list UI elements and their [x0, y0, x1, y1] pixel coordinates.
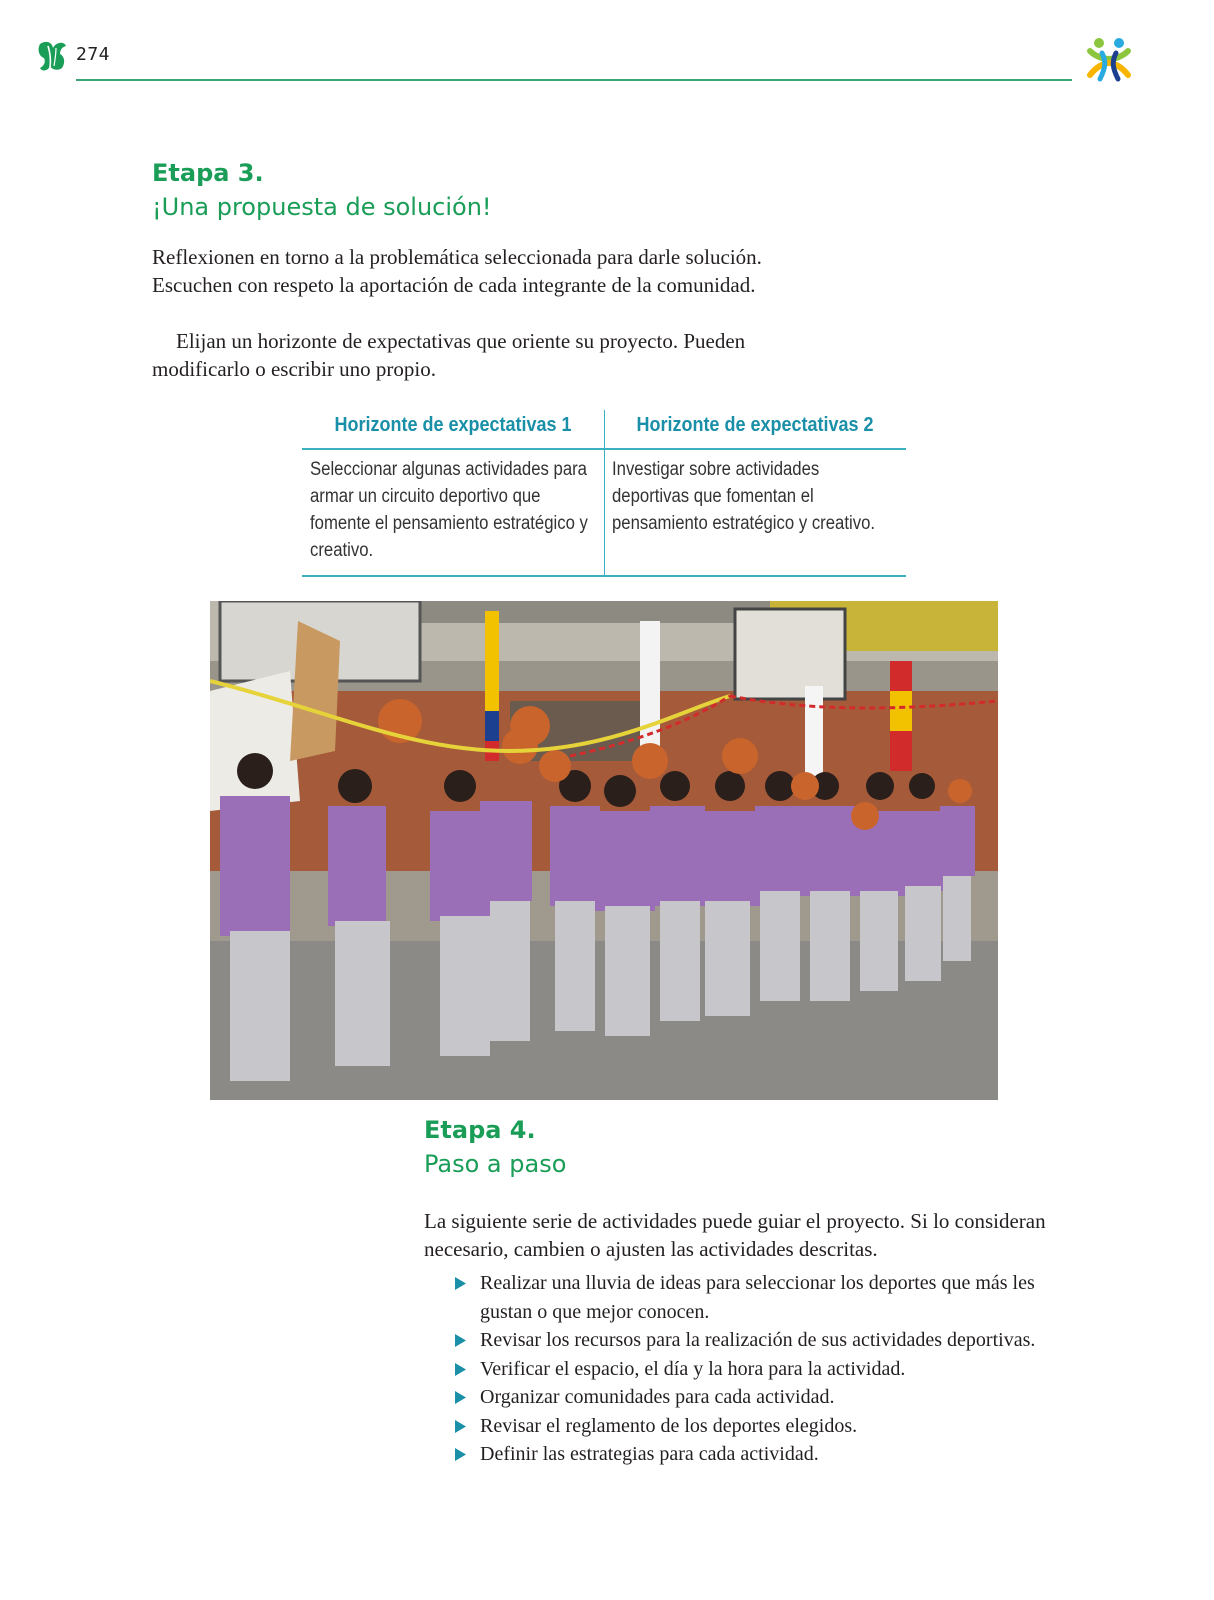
- stage3-paragraph1: Reflexionen en torno a la problemática seleccionada para darle solución. Escuchen con respeto la aportación de cada integrante de la comunidad.: [152, 245, 762, 297]
- header-divider: [76, 79, 1072, 81]
- colored-figures-logo-icon: [1082, 33, 1136, 85]
- list-item: [452, 1269, 1062, 1326]
- activity-text: Revisar el reglamento de los deportes elegidos.: [480, 1414, 858, 1437]
- table-column-divider: [604, 410, 605, 576]
- photo-illustration: [210, 601, 998, 1100]
- list-item: [452, 1412, 1062, 1441]
- page-header: [0, 0, 1214, 100]
- expectations-table: [302, 410, 906, 576]
- students-basketball-photo: [210, 601, 998, 1100]
- stage3-title: Etapa 3.: [152, 159, 264, 187]
- activity-text: Revisar los recursos para la realización de sus actividades deportivas.: [480, 1329, 1036, 1351]
- activity-text: Verificar el espacio, el día y la hora para la actividad.: [480, 1357, 906, 1380]
- stage4-heading: [424, 1113, 566, 1181]
- stage4-intro: La siguiente serie de actividades puede guiar el proyecto. Si lo consideran necesario, cambien o ajusten las actividades descritas.: [424, 1209, 1046, 1261]
- green-leaf-icon: [36, 38, 68, 74]
- expectations-heading-1: Horizonte de expectativas 1: [334, 414, 572, 436]
- list-item: [452, 1383, 1062, 1412]
- triangle-bullet-icon: [454, 1448, 466, 1461]
- expectations-heading-2: Horizonte de expectativas 2: [636, 414, 874, 436]
- stage4-title: Etapa 4.: [424, 1116, 536, 1144]
- triangle-bullet-icon: [454, 1420, 466, 1433]
- expectations-column-1: [302, 410, 604, 576]
- stage4-subtitle: Paso a paso: [424, 1150, 567, 1178]
- expectations-column-2: [604, 410, 906, 576]
- activity-text: Organizar comunidades para cada actividad.: [480, 1386, 835, 1408]
- activity-text: Definir las estrategias para cada actividad.: [480, 1443, 819, 1465]
- triangle-bullet-icon: [454, 1334, 466, 1347]
- expectations-text-2: Investigar sobre actividades deportivas que fomentan el pensamiento estratégico y creativo.: [612, 459, 876, 534]
- list-item: [452, 1355, 1062, 1384]
- list-item: [452, 1440, 1062, 1469]
- triangle-bullet-icon: [454, 1391, 466, 1404]
- triangle-bullet-icon: [454, 1277, 466, 1290]
- stage3-heading: [152, 156, 492, 224]
- stage3-subtitle: ¡Una propuesta de solución!: [152, 193, 492, 221]
- stage3-paragraph2: Elijan un horizonte de expectativas que oriente su proyecto. Pueden modificarlo o escribir uno propio.: [152, 329, 746, 381]
- page-number: 274: [76, 44, 111, 65]
- activity-text: Realizar una lluvia de ideas para seleccionar los deportes que más les gustan o que mejor conocen.: [480, 1272, 1035, 1323]
- triangle-bullet-icon: [454, 1363, 466, 1376]
- table-bottom-rule: [302, 575, 906, 577]
- activities-list: [452, 1269, 1062, 1469]
- table-header-rule: [302, 448, 906, 450]
- stage3-paragraph2-wrap: [152, 327, 792, 383]
- list-item: [452, 1326, 1062, 1355]
- expectations-text-1: Seleccionar algunas actividades para armar un circuito deportivo que fomente el pensamiento estratégico y creativo.: [310, 459, 588, 561]
